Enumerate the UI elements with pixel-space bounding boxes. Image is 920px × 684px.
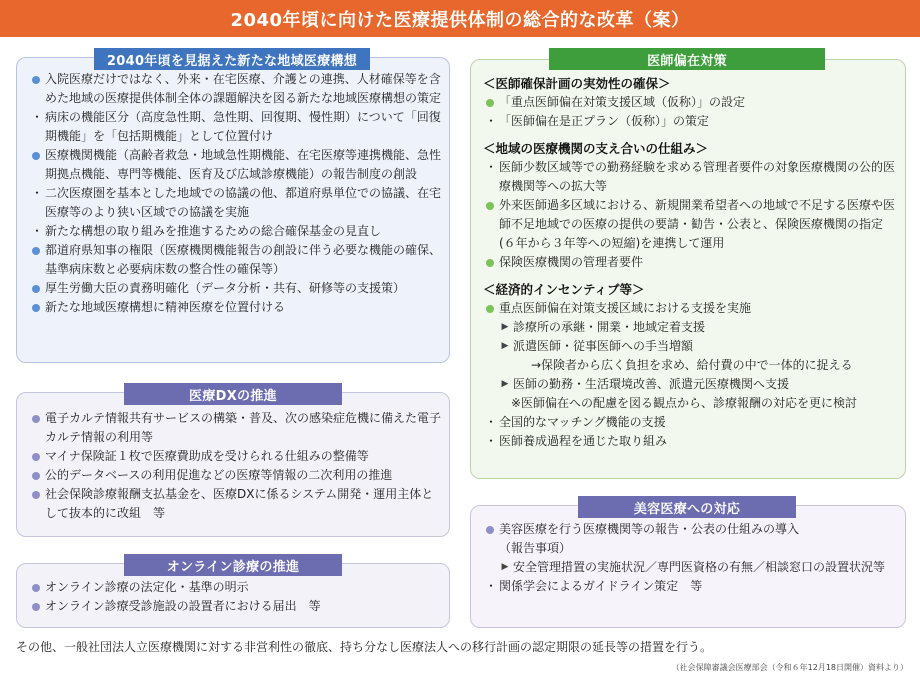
list-item: 入院医療だけではなく、外来・在宅医療、介護との連携、人材確保等を含めた地域の医療提供体制全体の課題解決を図る新たな地域医療構想の策定 [29, 70, 441, 108]
maldistribution-box [470, 59, 906, 479]
list-item: マイナ保険証１枚で医療費助成を受けられる仕組みの整備等 [29, 447, 441, 466]
list-item: 美容医療を行う医療機関等の報告・公表の仕組みの導入 [483, 520, 897, 539]
list-item: 公的データベースの利用促進などの医療等情報の二次利用の推進 [29, 466, 441, 485]
triangle-right-icon: ▶ [501, 322, 509, 332]
list-item: オンライン診療受診施設の設置者における届出 等 [29, 597, 441, 616]
list-item: 保険医療機関の管理者要件 [483, 253, 897, 272]
list-item: オンライン診療の法定化・基準の明示 [29, 578, 441, 597]
section-title-plan: ＜医師確保計画の実効性の確保＞ [483, 76, 671, 91]
list-item: （報告事項） [499, 541, 572, 555]
list-item: ・ 医師少数区域等での勤務経験を求める管理者要件の対象医療機関の公的医療機関等への拡大等 [485, 160, 896, 193]
footer-note: その他、一般社団法人立医療機関に対する非営利性の徹底、持ち分なし医療法人への移行計画の認定期限の延長等の措置を行う。 [16, 640, 713, 654]
list-item: ・ 「医師偏在是正プラン（仮称）」の策定 [485, 114, 710, 128]
list-note: ※医師偏在への配慮を図る観点から、診療報酬の対応を更に検討 [511, 396, 858, 410]
list-item: ▶ 医師の勤務・生活環境改善、派遣元医療機関へ支援 [483, 375, 897, 394]
list-item: ▶ 安全管理措置の実施状況／専門医資格の有無／相談窓口の設置状況等 [483, 558, 897, 577]
medical-dx-box [16, 392, 450, 537]
list-item: 厚生労働大臣の責務明確化（データ分析・共有、研修等の支援策） [29, 279, 441, 298]
list-item: ・ 新たな構想の取り組みを推進するための総合確保基金の見直し [31, 224, 382, 238]
online-care-header: オンライン診療の推進 [124, 554, 342, 576]
section-title-mutual-support: ＜地域の医療機関の支え合いの仕組み＞ [483, 141, 709, 156]
list-item: ・ 医師養成過程を通じた取り組み [485, 434, 668, 448]
list-item: 電子カルテ情報共有サービスの構築・普及、次の感染症危機に備えた電子カルテ情報の利用等 [29, 409, 441, 447]
list-item: 外来医師過多区域における、新規開業希望者への地域で不足する医療や医師不足地域での医療の提供の要請・勧告・公表と、保険医療機関の指定(６年から３年等への短縮)を連携して運用 [483, 196, 897, 253]
list-item: ▶ 派遣医師・従事医師への手当増額 [483, 337, 897, 356]
list-item: 都道府県知事の権限（医療機関機能報告の創設に伴う必要な機能の確保、基準病床数と必要病床数の整合性の確保等） [29, 241, 441, 279]
regional-plan-box [16, 57, 450, 363]
list-item: ・ 全国的なマッチング機能の支援 [485, 415, 666, 429]
list-item: 「重点医師偏在対策支援区域（仮称）」の設定 [483, 93, 897, 112]
triangle-right-icon: ▶ [501, 562, 509, 572]
list-item: ・ 関係学会によるガイドライン策定 等 [485, 579, 703, 593]
medical-dx-header: 医療DXの推進 [124, 383, 342, 405]
list-item: ・ 二次医療圏を基本とした地域での協議の他、都道府県単位での協議、在宅医療等のより狭い区域での協議を実施 [31, 186, 442, 219]
list-item: ▶ 診療所の承継・開業・地域定着支援 [483, 318, 897, 337]
maldistribution-header: 医師偏在対策 [549, 48, 825, 70]
list-note: →保険者から広く負担を求め、給付費の中で一体的に捉える [531, 358, 853, 372]
triangle-right-icon: ▶ [501, 379, 509, 389]
list-item: 社会保険診療報酬支払基金を、医療DXに係るシステム開発・運用主体として抜本的に改組 等 [29, 485, 441, 523]
cosmetic-box [470, 505, 906, 628]
source-citation: （社会保障審議会医療部会（令和６年12月18日開催）資料より） [671, 663, 908, 672]
section-title-incentives: ＜経済的インセンティブ等＞ [483, 282, 645, 297]
list-item: 重点医師偏在対策支援区域における支援を実施 [483, 299, 897, 318]
regional-plan-header: 2040年頃を見据えた新たな地域医療構想 [94, 48, 370, 70]
list-item: ・ 病床の機能区分（高度急性期、急性期、回復期、慢性期）について「回復期機能」を「包括期機能」として位置付け [31, 110, 441, 143]
page-title: 2040年頃に向けた医療提供体制の総合的な改革（案） [0, 0, 920, 37]
triangle-right-icon: ▶ [501, 341, 509, 351]
cosmetic-header: 美容医療への対応 [578, 496, 796, 518]
list-item: 新たな地域医療構想に精神医療を位置付ける [29, 298, 441, 317]
list-item: 医療機関機能（高齢者救急・地域急性期機能、在宅医療等連携機能、急性期拠点機能、専門等機能、医育及び広域診療機能）の報告制度の創設 [29, 146, 441, 184]
